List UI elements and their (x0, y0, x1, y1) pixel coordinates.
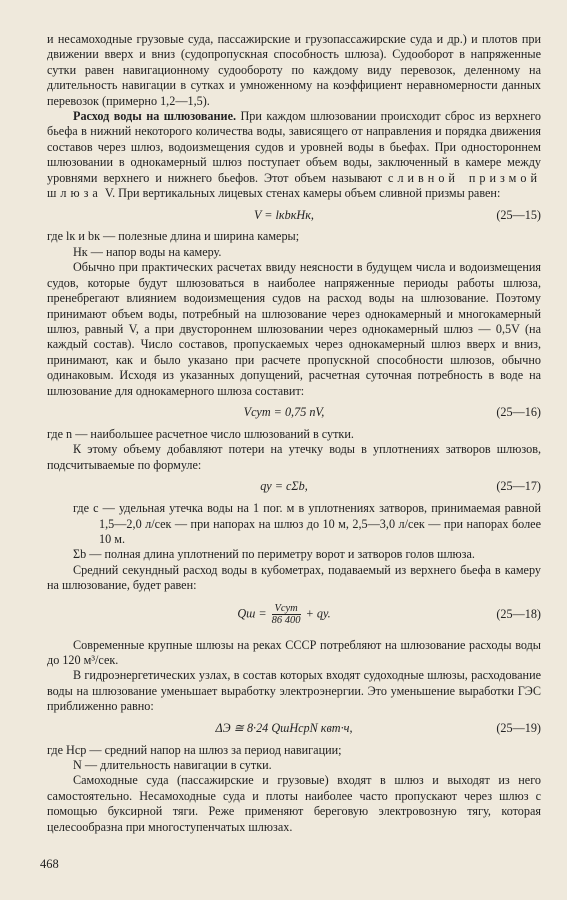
where-clause: Hк — напор воды на камеру. (73, 244, 222, 259)
paragraph-modern-locks: Современные крупные шлюзы на реках СССР потребляют на шлюзование расходы воды до 120 м³/сек. (47, 637, 541, 667)
formula-25-16 (47, 404, 541, 422)
fraction-denominator: 86 400 (271, 615, 301, 627)
formula-expression: Vсут = 0,75 nV, (243, 405, 325, 420)
formula-expression: qу = cΣb, (260, 479, 308, 494)
section-heading: Расход воды на шлюзование. (73, 109, 237, 124)
paragraph-vessels: Самоходные суда (пассажирские и грузовые) входят в шлюз и выходят из него самостоятельно. Несамоходные суда и плоты наиболее часто пропускают через шлюз с помощью буксирной тяги. Реже применяют береговую электровозную тягу, которая целесообразна при многоступенчатых шлюзах. (47, 773, 541, 834)
formula-25-18 (47, 600, 541, 630)
where-clause: где Hср — средний напор на шлюз за период навигации; (47, 742, 342, 757)
formula-number: (25—19) (496, 720, 541, 735)
term-drain-prism: сливной призмой шлюза (47, 170, 542, 201)
where-clause: Σb — полная длина уплотнений по периметру ворот и затворов голов шлюза. (73, 547, 475, 562)
paragraph-assumptions: Обычно при практических расчетах ввиду неясности в будущем числа и водоизмещения судов, которые будут шлюзоваться в наиболее напряженные периоды работы шлюза, пренебрегают влиянием водоизмещения судов на расход воды на шлюзование. Поэтому принимают объем воды, потребный на шлюзование через однокамерный и многокамерный шлюз, равный V, а при двустороннем шлюзовании через однокамерный шлюз — 0,5V (на каждый состав). Число составов, пропускаемых через однокамерный шлюз вверх и вниз, принимают, как и было указано при расчете пропускной способности шлюзов, обычно одинаковым. Исходя из указанных допущений, расчетная суточная потребность в воде на шлюзование для однокамерного шлюза составит: (47, 260, 541, 398)
paragraph-throughput: и несамоходные грузовые суда, пассажирские и грузопассажирские суда и др.) и плотов при движении вверх и вниз (судопропускная способность шлюза). Судооборот в напряженные сутки равен навигационному судообороту по каждому виду перевозок, деленному на длительность навигации в сутках и умноженному на коэффициент неравномерности данных перевозок (примерно 1,2—1,5). (47, 32, 541, 108)
where-clause: где lк и bк — полезные длина и ширина камеры; (47, 229, 300, 244)
where-clause: где n — наибольшее расчетное число шлюзований в сутки. (47, 426, 354, 441)
formula-fraction (272, 603, 301, 626)
formula-expression (47, 603, 481, 626)
paragraph-hydro: В гидроэнергетических узлах, в состав которых входят судоходные шлюзы, расходование воды на шлюзование уменьшает выработку электроэнергии. Это уменьшение выработки ГЭС приближенно равно: (47, 668, 541, 714)
formula-25-15 (47, 206, 541, 224)
formula-expression: V = lкbкHк, (254, 207, 314, 222)
formula-expression: ΔЭ ≅ 8·24 QшHсрN квт·ч, (215, 720, 353, 735)
formula-25-19 (47, 720, 541, 738)
formula-number: (25—16) (496, 405, 541, 420)
formula-number: (25—15) (496, 207, 541, 222)
formula-rhs: + qу. (305, 606, 331, 621)
where-clause: N — длительность навигации в сутки. (73, 758, 272, 773)
paragraph-water-consumption (47, 109, 541, 201)
formula-25-17 (47, 478, 541, 496)
paragraph-text: При каждом шлюзовании происходит сброс из верхнего бьефа в нижний некоторого количества воды, зависящего от направления и порядка движения составов через шлюз, водоизмещения судов и уровней воды в бьефах. При одностороннем шлюзовании в однокамерный шлюз поступает объем воды, заключенный в камере между уровнями верхнего и нижнего бьефов. Этот объем называют (47, 109, 542, 185)
formula-lhs: Qш = (237, 606, 267, 621)
formula-number: (25—17) (496, 479, 541, 494)
fraction-numerator: Vсут (272, 603, 301, 615)
where-clause: где c — удельная утечка воды на 1 пог. м в уплотнениях затворов, принимаемая равной 1,5—2,0 л/сек — при напорах на шлюз до 10 м, 2,5—3,0 л/сек — при напорах более 10 м. (73, 501, 541, 546)
formula-number: (25—18) (496, 606, 541, 621)
page-number: 468 (40, 857, 59, 871)
paragraph-leakage: К этому объему добавляют потери на утечку воды в уплотнениях затворов шлюзов, подсчитываемые по формуле: (47, 442, 541, 472)
paragraph-mean-discharge: Средний секундный расход воды в кубометрах, подаваемый из верхнего бьефа в камеру на шлюзование, будет равен: (47, 562, 541, 593)
paragraph-text: V. При вертикальных лицевых стенах камеры объем сливной призмы равен: (101, 186, 501, 201)
